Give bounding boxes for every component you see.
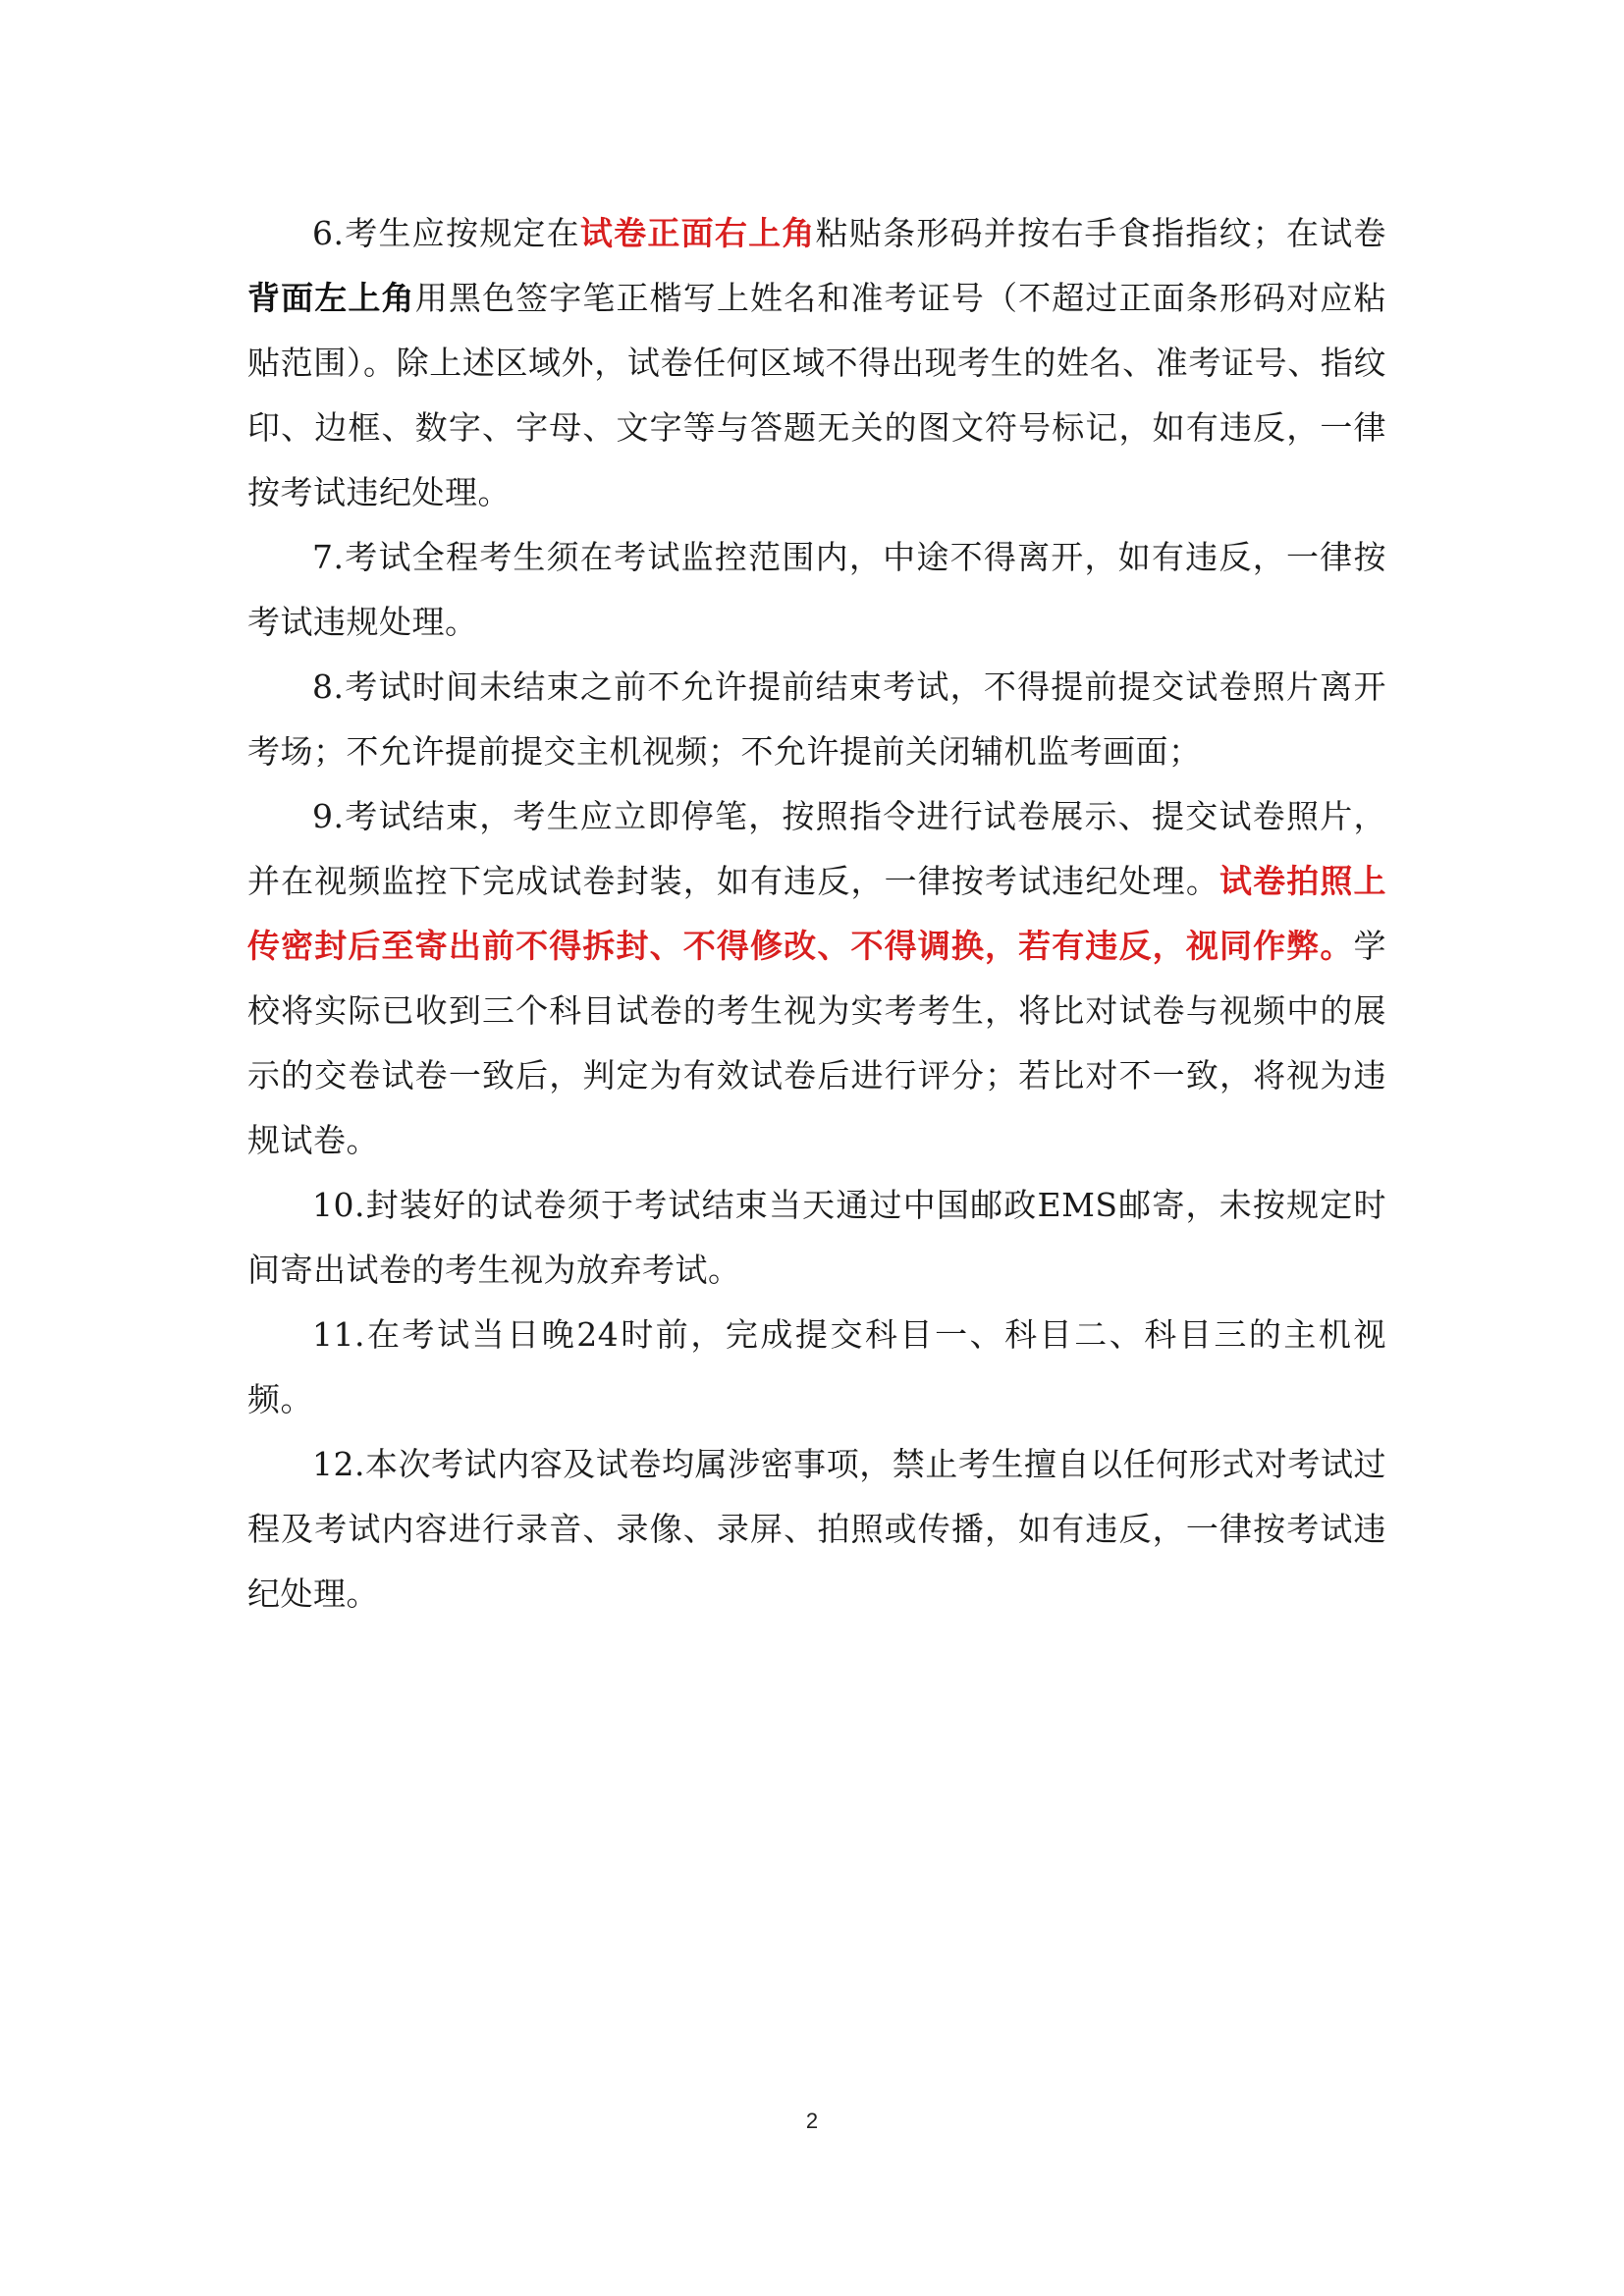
rule-item-8: 8.考试时间未结束之前不允许提前结束考试，不得提前提交试卷照片离开考场；不允许提前提交主机视频；不允许提前关闭辅机监考画面； bbox=[247, 667, 1386, 771]
rule-item-9 bbox=[247, 784, 1386, 1173]
rule-9-highlight-warning: 试卷拍照上传密封后至寄出前不得拆封、不得修改、不得调换，若有违反，视同作弊。 bbox=[247, 862, 1387, 965]
rule-9-text-end: 学校将实际已收到三个科目试卷的考生视为实考考生，将比对试卷与视频中的展示的交卷试卷一致后，判定为有效试卷后进行评分；若比对不一致，将视为违规试卷。 bbox=[247, 927, 1386, 1159]
rule-item-6 bbox=[247, 201, 1386, 525]
rule-item-12: 12.本次考试内容及试卷均属涉密事项，禁止考生擅自以任何形式对考试过程及考试内容进行录音、录像、录屏、拍照或传播，如有违反，一律按考试违纪处理。 bbox=[247, 1445, 1386, 1613]
page-content bbox=[247, 201, 1386, 1627]
rule-6-highlight-back-top-left: 背面左上角 bbox=[247, 279, 415, 317]
rule-item-11: 11.在考试当日晚24时前，完成提交科目一、科目二、科目三的主机视频。 bbox=[247, 1315, 1386, 1418]
rule-item-7: 7.考试全程考生须在考试监控范围内，中途不得离开，如有违反，一律按考试违规处理。 bbox=[247, 538, 1386, 641]
rule-9-text-start: 9.考试结束，考生应立即停笔，按照指令进行试卷展示、提交试卷照片，并在视频监控下完成试卷封装，如有违反，一律按考试违纪处理。 bbox=[247, 797, 1386, 900]
rule-6-text-middle: 粘贴条形码并按右手食指指纹；在试卷 bbox=[815, 214, 1386, 252]
rule-6-text-end: 用黑色签字笔正楷写上姓名和准考证号（不超过正面条形码对应粘贴范围）。除上述区域外，试卷任何区域不得出现考生的姓名、准考证号、指纹印、边框、数字、字母、文字等与答题无关的图文符号标记，如有违反，一律按考试违纪处理。 bbox=[247, 279, 1387, 511]
rule-6-highlight-front-top-right: 试卷正面右上角 bbox=[579, 214, 816, 252]
rule-6-text-start: 6.考生应按规定在 bbox=[312, 214, 580, 252]
rule-item-10: 10.封装好的试卷须于考试结束当天通过中国邮政EMS邮寄，未按规定时间寄出试卷的考生视为放弃考试。 bbox=[247, 1186, 1386, 1289]
page-number: 2 bbox=[805, 2109, 819, 2133]
